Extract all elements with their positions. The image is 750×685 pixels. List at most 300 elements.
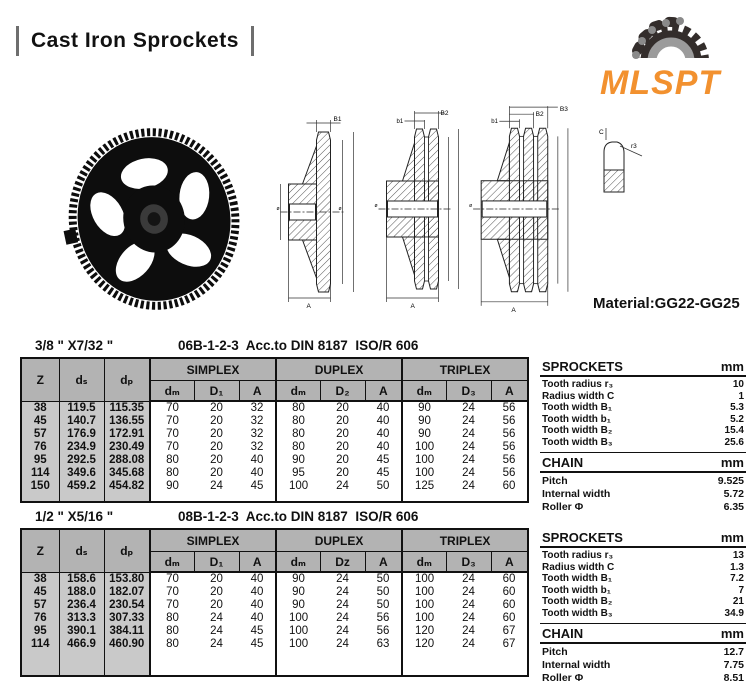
table-cell: 20 xyxy=(336,467,349,479)
table-cell: 70 xyxy=(166,441,179,453)
table-cell: 24 xyxy=(462,612,475,624)
table-spacer-row xyxy=(21,493,528,502)
table-cell: 100 xyxy=(414,454,435,466)
table-cell: 24 xyxy=(336,612,349,624)
table-cell: 24 xyxy=(462,573,475,585)
table-cell xyxy=(104,651,150,676)
chain-title: CHAIN xyxy=(542,455,584,470)
dim-a-label: A xyxy=(410,303,415,310)
spec-row xyxy=(542,425,744,437)
table-cell: 40 xyxy=(239,467,276,480)
col-header-d1: D₁ xyxy=(194,381,239,402)
table-cell: 56 xyxy=(365,612,402,625)
col-header-dp: dₚ xyxy=(104,358,150,401)
group-header-simplex: SIMPLEX xyxy=(150,358,276,381)
table-cell: 80 xyxy=(292,441,305,453)
table-cell: 20 xyxy=(336,454,349,466)
spec-row xyxy=(542,608,744,620)
table-cell: 45 xyxy=(21,415,59,428)
table-cell: 90 xyxy=(292,454,305,466)
table-cell: 56 xyxy=(502,428,516,440)
spec-panel-06b xyxy=(540,359,746,514)
duplex-drawing xyxy=(360,107,466,312)
spec-row xyxy=(542,585,744,597)
table-cell: 45 xyxy=(239,625,276,638)
table-cell: 24 xyxy=(336,573,349,585)
table-cell: 60 xyxy=(502,573,516,585)
spec-label: Pitch xyxy=(542,475,568,487)
table-cell: 95 xyxy=(21,454,59,467)
table-cell: 24 xyxy=(462,599,475,611)
table-cell: 136.55 xyxy=(104,415,150,428)
table-cell: 90 xyxy=(292,573,305,585)
spec-row xyxy=(542,379,744,391)
table-cell: 90 xyxy=(292,586,305,598)
chain-unit: mm xyxy=(720,455,744,470)
table-cell: 150 xyxy=(21,480,59,493)
col-header-ds: dₛ xyxy=(59,358,104,401)
spec-value: 25.6 xyxy=(724,436,744,448)
spec-value: 5.2 xyxy=(730,413,744,425)
table-cell: 100 xyxy=(288,625,309,637)
chain-list xyxy=(540,473,746,514)
table-cell: 40 xyxy=(365,441,402,454)
section1-standard-label: 06B-1-2-3 Acc.to DIN 8187 ISO/R 606 xyxy=(178,338,419,353)
table-cell: 76 xyxy=(21,441,59,454)
dim-phi-label: ø xyxy=(338,206,342,212)
table-cell: 24 xyxy=(210,625,223,637)
dim-b2-label: B2 xyxy=(535,111,544,119)
spec-row xyxy=(542,414,744,426)
dimension-table-06b xyxy=(20,357,529,503)
col-header-d1: D₁ xyxy=(194,552,239,573)
mlspt-logo xyxy=(586,8,744,100)
table-cell: 115.35 xyxy=(104,401,150,415)
spec-value: 12.7 xyxy=(723,646,744,658)
table-cell: 20 xyxy=(210,586,223,598)
table-cell: 20 xyxy=(210,428,223,440)
col-header-dm: dₘ xyxy=(150,381,194,402)
chain-title: CHAIN xyxy=(542,626,584,641)
group-header-duplex: DUPLEX xyxy=(276,358,402,381)
col-header-a: A xyxy=(365,381,402,402)
table-cell: 24 xyxy=(336,586,349,598)
table-cell: 60 xyxy=(502,612,516,624)
table-cell xyxy=(320,493,365,502)
spec-value: 21 xyxy=(732,596,744,607)
table-cell: 40 xyxy=(239,454,276,467)
table-cell: 90 xyxy=(292,599,305,611)
simplex-drawing xyxy=(256,112,362,312)
spec-value: 1.3 xyxy=(730,561,744,573)
dim-a-label: A xyxy=(511,306,516,314)
spec-label: Tooth width B₁ xyxy=(542,573,613,584)
table-cell: 100 xyxy=(288,612,309,624)
table-cell: 24 xyxy=(336,625,349,637)
group-header-triplex: TRIPLEX xyxy=(402,529,528,552)
table-cell: 50 xyxy=(365,586,402,599)
col-header-dm: dₘ xyxy=(402,552,446,573)
table-cell: 90 xyxy=(418,402,431,414)
spec-row xyxy=(542,437,744,449)
table-cell: 459.2 xyxy=(59,480,104,493)
table-cell: 20 xyxy=(336,441,349,453)
dim-b3-label: B3 xyxy=(559,106,568,114)
table-cell xyxy=(239,651,276,676)
table-cell: 120 xyxy=(414,625,435,637)
table-cell: 56 xyxy=(502,441,516,453)
table-spacer-row xyxy=(21,651,528,676)
table-cell: 40 xyxy=(365,428,402,441)
table-cell: 20 xyxy=(210,402,223,414)
spec-label: Tooth width B₁ xyxy=(542,402,613,413)
dim-phi-label: ø xyxy=(469,202,473,209)
chain-header xyxy=(540,452,746,473)
table-cell: 40 xyxy=(239,586,276,599)
table-cell: 140.7 xyxy=(59,415,104,428)
table-cell: 24 xyxy=(462,467,475,479)
table-cell: 234.9 xyxy=(59,441,104,454)
spec-row xyxy=(542,402,744,414)
section2-standard-label: 08B-1-2-3 Acc.to DIN 8187 ISO/R 606 xyxy=(178,509,419,524)
table-cell: 40 xyxy=(239,599,276,612)
table-cell: 24 xyxy=(462,638,475,650)
table-cell: 38 xyxy=(21,401,59,415)
sprockets-title: SPROCKETS xyxy=(542,359,623,374)
spec-label: Internal width xyxy=(542,488,611,500)
table-cell: 63 xyxy=(365,638,402,651)
logo-text: MLSPT xyxy=(600,64,721,100)
table-cell: 24 xyxy=(462,428,475,440)
dim-b1-small-label: b1 xyxy=(396,119,404,125)
section2-size-label: 1/2 " X5/16 " xyxy=(35,509,114,524)
table-cell: 70 xyxy=(166,586,179,598)
table-row xyxy=(21,599,528,612)
table-cell: 230.54 xyxy=(104,599,150,612)
table-cell: 67 xyxy=(502,625,516,637)
table-cell: 90 xyxy=(418,428,431,440)
table-cell: 153.80 xyxy=(104,572,150,586)
table-cell: 20 xyxy=(210,441,223,453)
table-row xyxy=(21,428,528,441)
table-cell: 40 xyxy=(239,612,276,625)
table-cell: 80 xyxy=(166,612,179,624)
spec-row xyxy=(542,391,744,403)
group-header-triplex: TRIPLEX xyxy=(402,358,528,381)
table-cell: 119.5 xyxy=(59,401,104,415)
table-cell: 45 xyxy=(239,638,276,651)
spec-label: Internal width xyxy=(542,659,611,671)
table-cell: 56 xyxy=(502,467,516,479)
spec-value: 7 xyxy=(738,584,744,596)
sprockets-header xyxy=(540,530,746,548)
spec-label: Roller Φ xyxy=(542,672,584,684)
table-cell: 56 xyxy=(502,454,516,466)
table-row xyxy=(21,638,528,651)
spec-row xyxy=(542,562,744,574)
spec-label: Tooth width B₂ xyxy=(542,596,613,607)
table-cell: 20 xyxy=(336,415,349,427)
table-cell: 50 xyxy=(365,480,402,493)
sprockets-header xyxy=(540,359,746,377)
col-header-dm: dₘ xyxy=(150,552,194,573)
dim-a-label: A xyxy=(306,303,311,310)
table-cell: 70 xyxy=(166,428,179,440)
table-cell: 60 xyxy=(502,480,516,492)
spec-value: 7.2 xyxy=(730,573,744,584)
table-cell: 70 xyxy=(166,402,179,414)
table-cell: 32 xyxy=(239,415,276,428)
table-row xyxy=(21,467,528,480)
table-cell: 24 xyxy=(336,599,349,611)
title-left-bar xyxy=(16,26,19,56)
table-cell: 172.91 xyxy=(104,428,150,441)
spec-row xyxy=(542,646,744,659)
table-cell: 60 xyxy=(502,599,516,611)
table-cell: 460.90 xyxy=(104,638,150,651)
spec-label: Tooth width b₁ xyxy=(542,413,611,425)
dim-c-label: C xyxy=(599,129,604,136)
table-cell xyxy=(276,651,320,676)
spec-value: 8.51 xyxy=(723,672,744,684)
table-cell xyxy=(276,493,320,502)
table-cell: 100 xyxy=(288,638,309,650)
spec-value: 5.3 xyxy=(730,402,744,413)
table-header-row xyxy=(21,358,528,381)
table-cell: 56 xyxy=(502,402,516,414)
table-row xyxy=(21,612,528,625)
table-cell: 76 xyxy=(21,612,59,625)
table-cell: 100 xyxy=(414,599,435,611)
table-cell: 24 xyxy=(462,415,475,427)
table-cell: 80 xyxy=(166,467,179,479)
sprocket-photo xyxy=(55,125,263,313)
table-cell: 70 xyxy=(166,573,179,585)
col-header-a: A xyxy=(491,552,528,573)
table-cell: 80 xyxy=(292,402,305,414)
table-cell: 32 xyxy=(239,401,276,415)
table-cell: 100 xyxy=(414,467,435,479)
table-cell: 292.5 xyxy=(59,454,104,467)
dim-b1-small-label: b1 xyxy=(491,119,498,126)
table-cell: 56 xyxy=(365,625,402,638)
table-cell xyxy=(59,651,104,676)
dimension-table-08b xyxy=(20,528,529,677)
table-cell: 100 xyxy=(414,586,435,598)
triplex-drawing xyxy=(461,104,577,316)
table-cell xyxy=(21,651,59,676)
page-header xyxy=(16,26,254,56)
spec-value: 7.75 xyxy=(723,659,744,671)
table-cell: 307.33 xyxy=(104,612,150,625)
table-cell xyxy=(194,493,239,502)
spec-row xyxy=(542,672,744,685)
table-cell: 60 xyxy=(502,586,516,598)
table-cell: 454.82 xyxy=(104,480,150,493)
table-cell: 50 xyxy=(365,599,402,612)
col-header-d2: D₂ xyxy=(320,381,365,402)
table-cell: 24 xyxy=(336,638,349,650)
table-cell: 40 xyxy=(365,401,402,415)
spec-value: 13 xyxy=(732,550,744,561)
table-cell: 20 xyxy=(210,415,223,427)
table-cell: 20 xyxy=(336,428,349,440)
table-row xyxy=(21,415,528,428)
table-cell: 90 xyxy=(166,480,179,492)
sprockets-title: SPROCKETS xyxy=(542,530,623,545)
table-cell: 24 xyxy=(210,638,223,650)
spec-label: Roller Φ xyxy=(542,501,584,513)
table-cell: 90 xyxy=(418,415,431,427)
col-header-a: A xyxy=(365,552,402,573)
col-header-dm: dₘ xyxy=(402,381,446,402)
table-cell: 288.08 xyxy=(104,454,150,467)
table-cell: 57 xyxy=(21,599,59,612)
col-header-dp: dₚ xyxy=(104,529,150,572)
spec-value: 5.72 xyxy=(723,488,744,500)
table-cell: 70 xyxy=(166,415,179,427)
table-cell xyxy=(239,493,276,502)
table-cell: 45 xyxy=(365,467,402,480)
table-cell xyxy=(402,651,446,676)
table-cell xyxy=(446,493,491,502)
table-cell: 95 xyxy=(292,467,305,479)
spec-label: Tooth radius r₃ xyxy=(542,550,614,561)
spec-value: 6.35 xyxy=(723,501,744,513)
table-cell: 349.6 xyxy=(59,467,104,480)
spec-label: Tooth radius r₃ xyxy=(542,379,614,390)
col-header-z: Z xyxy=(21,529,59,572)
table-cell: 24 xyxy=(210,612,223,624)
spec-label: Tooth width B₂ xyxy=(542,425,613,436)
dim-r-label: r3 xyxy=(631,143,637,150)
table-cell: 24 xyxy=(462,402,475,414)
title-right-bar xyxy=(251,26,254,56)
table-cell: 114 xyxy=(21,467,59,480)
table-row xyxy=(21,572,528,586)
table-cell: 384.11 xyxy=(104,625,150,638)
chain-unit: mm xyxy=(720,626,744,641)
table-cell xyxy=(402,493,446,502)
page-title: Cast Iron Sprockets xyxy=(31,29,239,52)
col-header-dm: dₘ xyxy=(276,552,320,573)
table-cell: 313.3 xyxy=(59,612,104,625)
table-cell: 158.6 xyxy=(59,572,104,586)
table-cell: 32 xyxy=(239,428,276,441)
table-cell xyxy=(194,651,239,676)
table-cell: 24 xyxy=(462,441,475,453)
spec-row xyxy=(542,596,744,608)
table-cell: 20 xyxy=(336,402,349,414)
spec-row xyxy=(542,488,744,501)
table-body xyxy=(21,401,528,502)
table-cell: 70 xyxy=(166,599,179,611)
table-row xyxy=(21,625,528,638)
table-cell: 345.68 xyxy=(104,467,150,480)
spec-label: Radius width C xyxy=(542,561,615,573)
col-header-dm: dₘ xyxy=(276,381,320,402)
col-header-ds: dₛ xyxy=(59,529,104,572)
table-cell: 40 xyxy=(239,572,276,586)
table-cell: 236.4 xyxy=(59,599,104,612)
table-cell xyxy=(320,651,365,676)
table-row xyxy=(21,480,528,493)
table-cell: 100 xyxy=(414,441,435,453)
group-header-simplex: SIMPLEX xyxy=(150,529,276,552)
sprockets-list xyxy=(540,548,746,619)
col-header-a: A xyxy=(239,552,276,573)
spec-value: 10 xyxy=(732,379,744,390)
table-cell xyxy=(365,493,402,502)
spec-label: Tooth width b₁ xyxy=(542,584,611,596)
table-cell: 80 xyxy=(166,638,179,650)
table-cell: 100 xyxy=(288,480,309,492)
table-row xyxy=(21,454,528,467)
table-cell: 114 xyxy=(21,638,59,651)
spec-row xyxy=(542,659,744,672)
table-cell: 20 xyxy=(210,454,223,466)
dim-b1-label: B1 xyxy=(333,116,342,123)
spec-row xyxy=(542,550,744,562)
table-cell: 182.07 xyxy=(104,586,150,599)
table-cell: 80 xyxy=(166,625,179,637)
table-cell: 57 xyxy=(21,428,59,441)
table-cell: 80 xyxy=(292,428,305,440)
group-header-duplex: DUPLEX xyxy=(276,529,402,552)
table-cell xyxy=(59,493,104,502)
col-header-dz: Dz xyxy=(320,552,365,573)
table-cell: 45 xyxy=(21,586,59,599)
table-cell xyxy=(21,493,59,502)
table-cell: 24 xyxy=(462,480,475,492)
table-row xyxy=(21,401,528,415)
table-cell: 20 xyxy=(210,599,223,611)
table-row xyxy=(21,586,528,599)
sprockets-unit: mm xyxy=(720,530,744,545)
spec-label: Tooth width B₃ xyxy=(542,607,613,619)
table-cell xyxy=(150,651,194,676)
table-cell: 24 xyxy=(336,480,349,492)
table-cell: 120 xyxy=(414,638,435,650)
dim-b2-label: B2 xyxy=(440,110,449,117)
dim-phi-label: ø xyxy=(276,206,280,212)
table-cell: 188.0 xyxy=(59,586,104,599)
table-cell: 20 xyxy=(210,573,223,585)
spec-value: 15.4 xyxy=(724,425,744,436)
table-cell: 80 xyxy=(166,454,179,466)
table-cell: 67 xyxy=(502,638,516,650)
table-cell xyxy=(104,493,150,502)
sprockets-unit: mm xyxy=(720,359,744,374)
table-cell: 50 xyxy=(365,572,402,586)
table-cell: 176.9 xyxy=(59,428,104,441)
section1-size-label: 3/8 " X7/32 " xyxy=(35,338,114,353)
table-cell: 24 xyxy=(462,454,475,466)
table-cell: 56 xyxy=(502,415,516,427)
table-cell: 24 xyxy=(462,586,475,598)
spec-value: 34.9 xyxy=(724,607,744,619)
table-cell xyxy=(491,493,528,502)
chain-header xyxy=(540,623,746,644)
col-header-z: Z xyxy=(21,358,59,401)
tooth-profile-detail-drawing xyxy=(584,126,648,206)
spec-value: 9.525 xyxy=(717,475,744,487)
table-cell xyxy=(150,493,194,502)
spec-label: Tooth width B₃ xyxy=(542,436,613,448)
table-row xyxy=(21,441,528,454)
dim-phi-label: ø xyxy=(374,203,378,209)
table-body xyxy=(21,572,528,676)
